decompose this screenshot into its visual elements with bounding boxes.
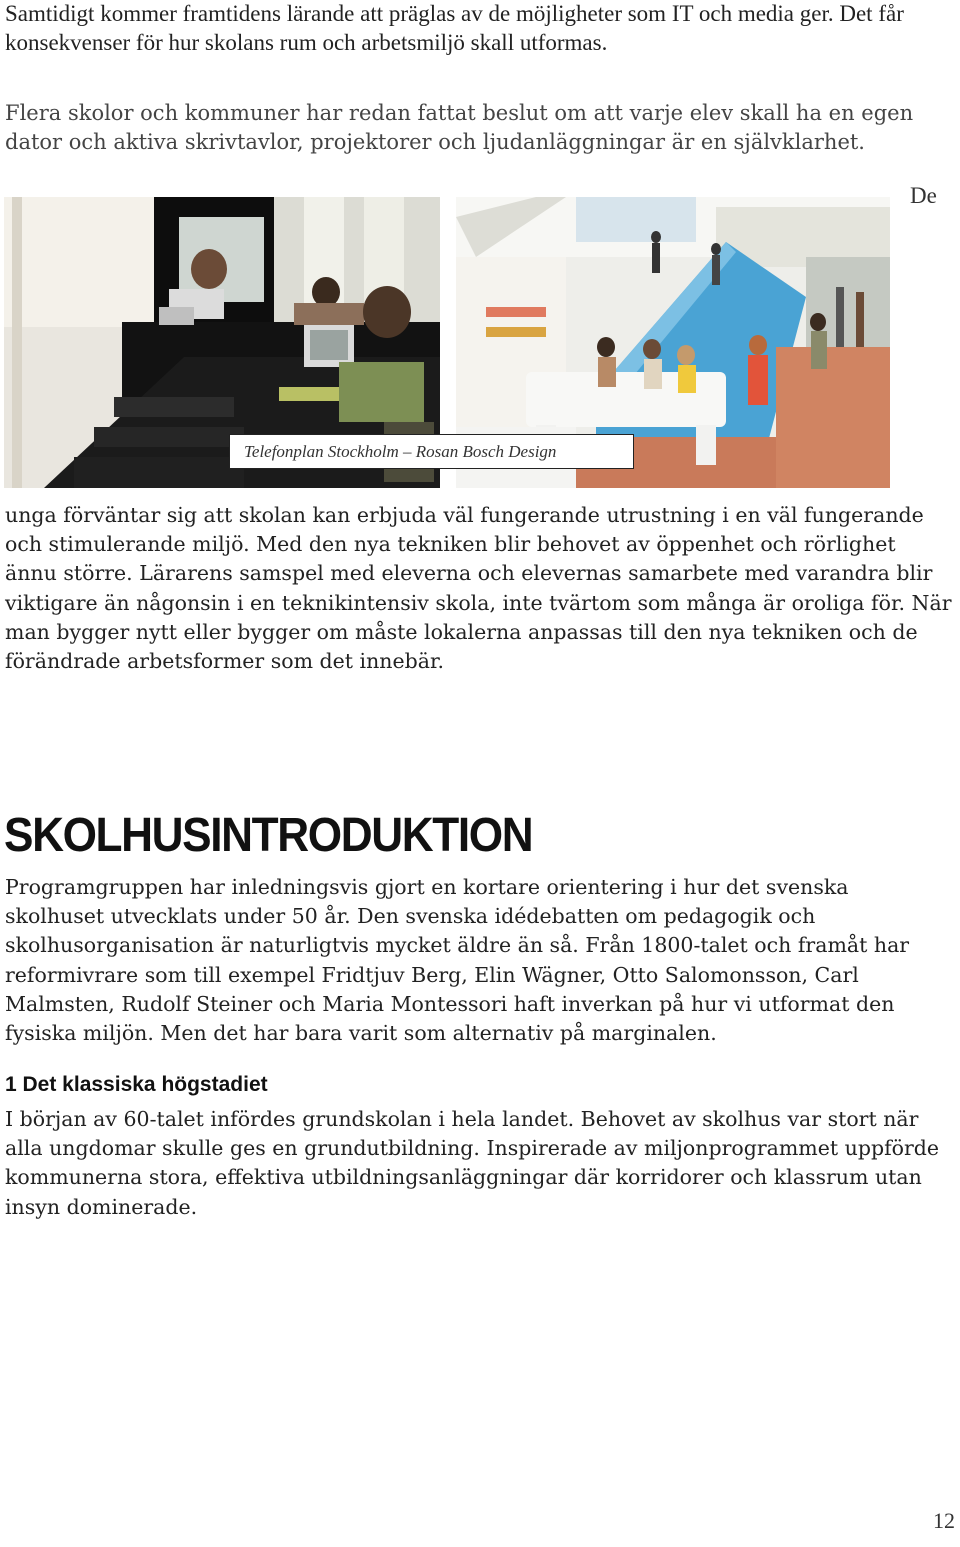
page-number: 12 bbox=[933, 1508, 955, 1533]
subsection-heading: 1 Det klassiska högstadiet bbox=[5, 1073, 268, 1096]
paragraph-fragment: De bbox=[910, 183, 937, 208]
photo-caption: Telefonplan Stockholm – Rosan Bosch Design bbox=[229, 434, 634, 469]
paragraph-intro-it: Samtidigt kommer framtidens lärande att präglas av de möjligheter som IT och media ger. Det får konsekvenser för hur skolans rum och arbetsmiljö skall utformas. bbox=[5, 1, 904, 55]
paragraph-computers: Flera skolor och kommuner har redan fattat beslut om att varje elev skall ha en egen dator och aktiva skrivtavlor, projektorer och ljudanläggningar är en självklarhet. bbox=[5, 101, 914, 154]
paragraph-classic-school: I början av 60-talet infördes grundskolan i hela landet. Behovet av skolhus var stort när alla ungdomar skulle ges en grundutbildning. Inspirerade av miljonprogrammet uppförde kommunerna stora, effektiva utbildningsanläggningar där korridorer och klassrum utan insyn dominerade. bbox=[5, 1107, 940, 1219]
paragraph-expectations: unga förväntar sig att skolan kan erbjuda väl fungerande utrustning i en väl fungerande och stimulerande miljö. Med den nya tekniken blir behovet av öppenhet och rörlighet ännu större. Lärarens samspel med eleverna och elevernas samarbete med varandra blir viktigare än någonsin i en teknikintensiv skola, inte tvärtom som många är oroliga för. När man bygger nytt eller bygger om måste lokalerna anpassas till den nya tekniken och de förändrade arbetsformer som det innebär. bbox=[5, 503, 952, 674]
paragraph-section-intro: Programgruppen har inledningsvis gjort en kortare orientering i hur det svenska skolhuset utvecklats under 50 år. Den svenska idédebatten om pedagogik och skolhusorganisation är naturligtvis mycket äldre än så. Från 1800-talet och framåt har reformivrare som till exempel Fridtjuv Berg, Elin Wägner, Otto Salomonsson, Carl Malmsten, Rudolf Steiner och Maria Montessori haft inverkan på hur vi utformat den fysiska miljön. Men det har bara varit som alternativ på marginalen. bbox=[5, 875, 910, 1046]
section-heading: SKOLHUSINTRODUKTION bbox=[4, 809, 533, 862]
